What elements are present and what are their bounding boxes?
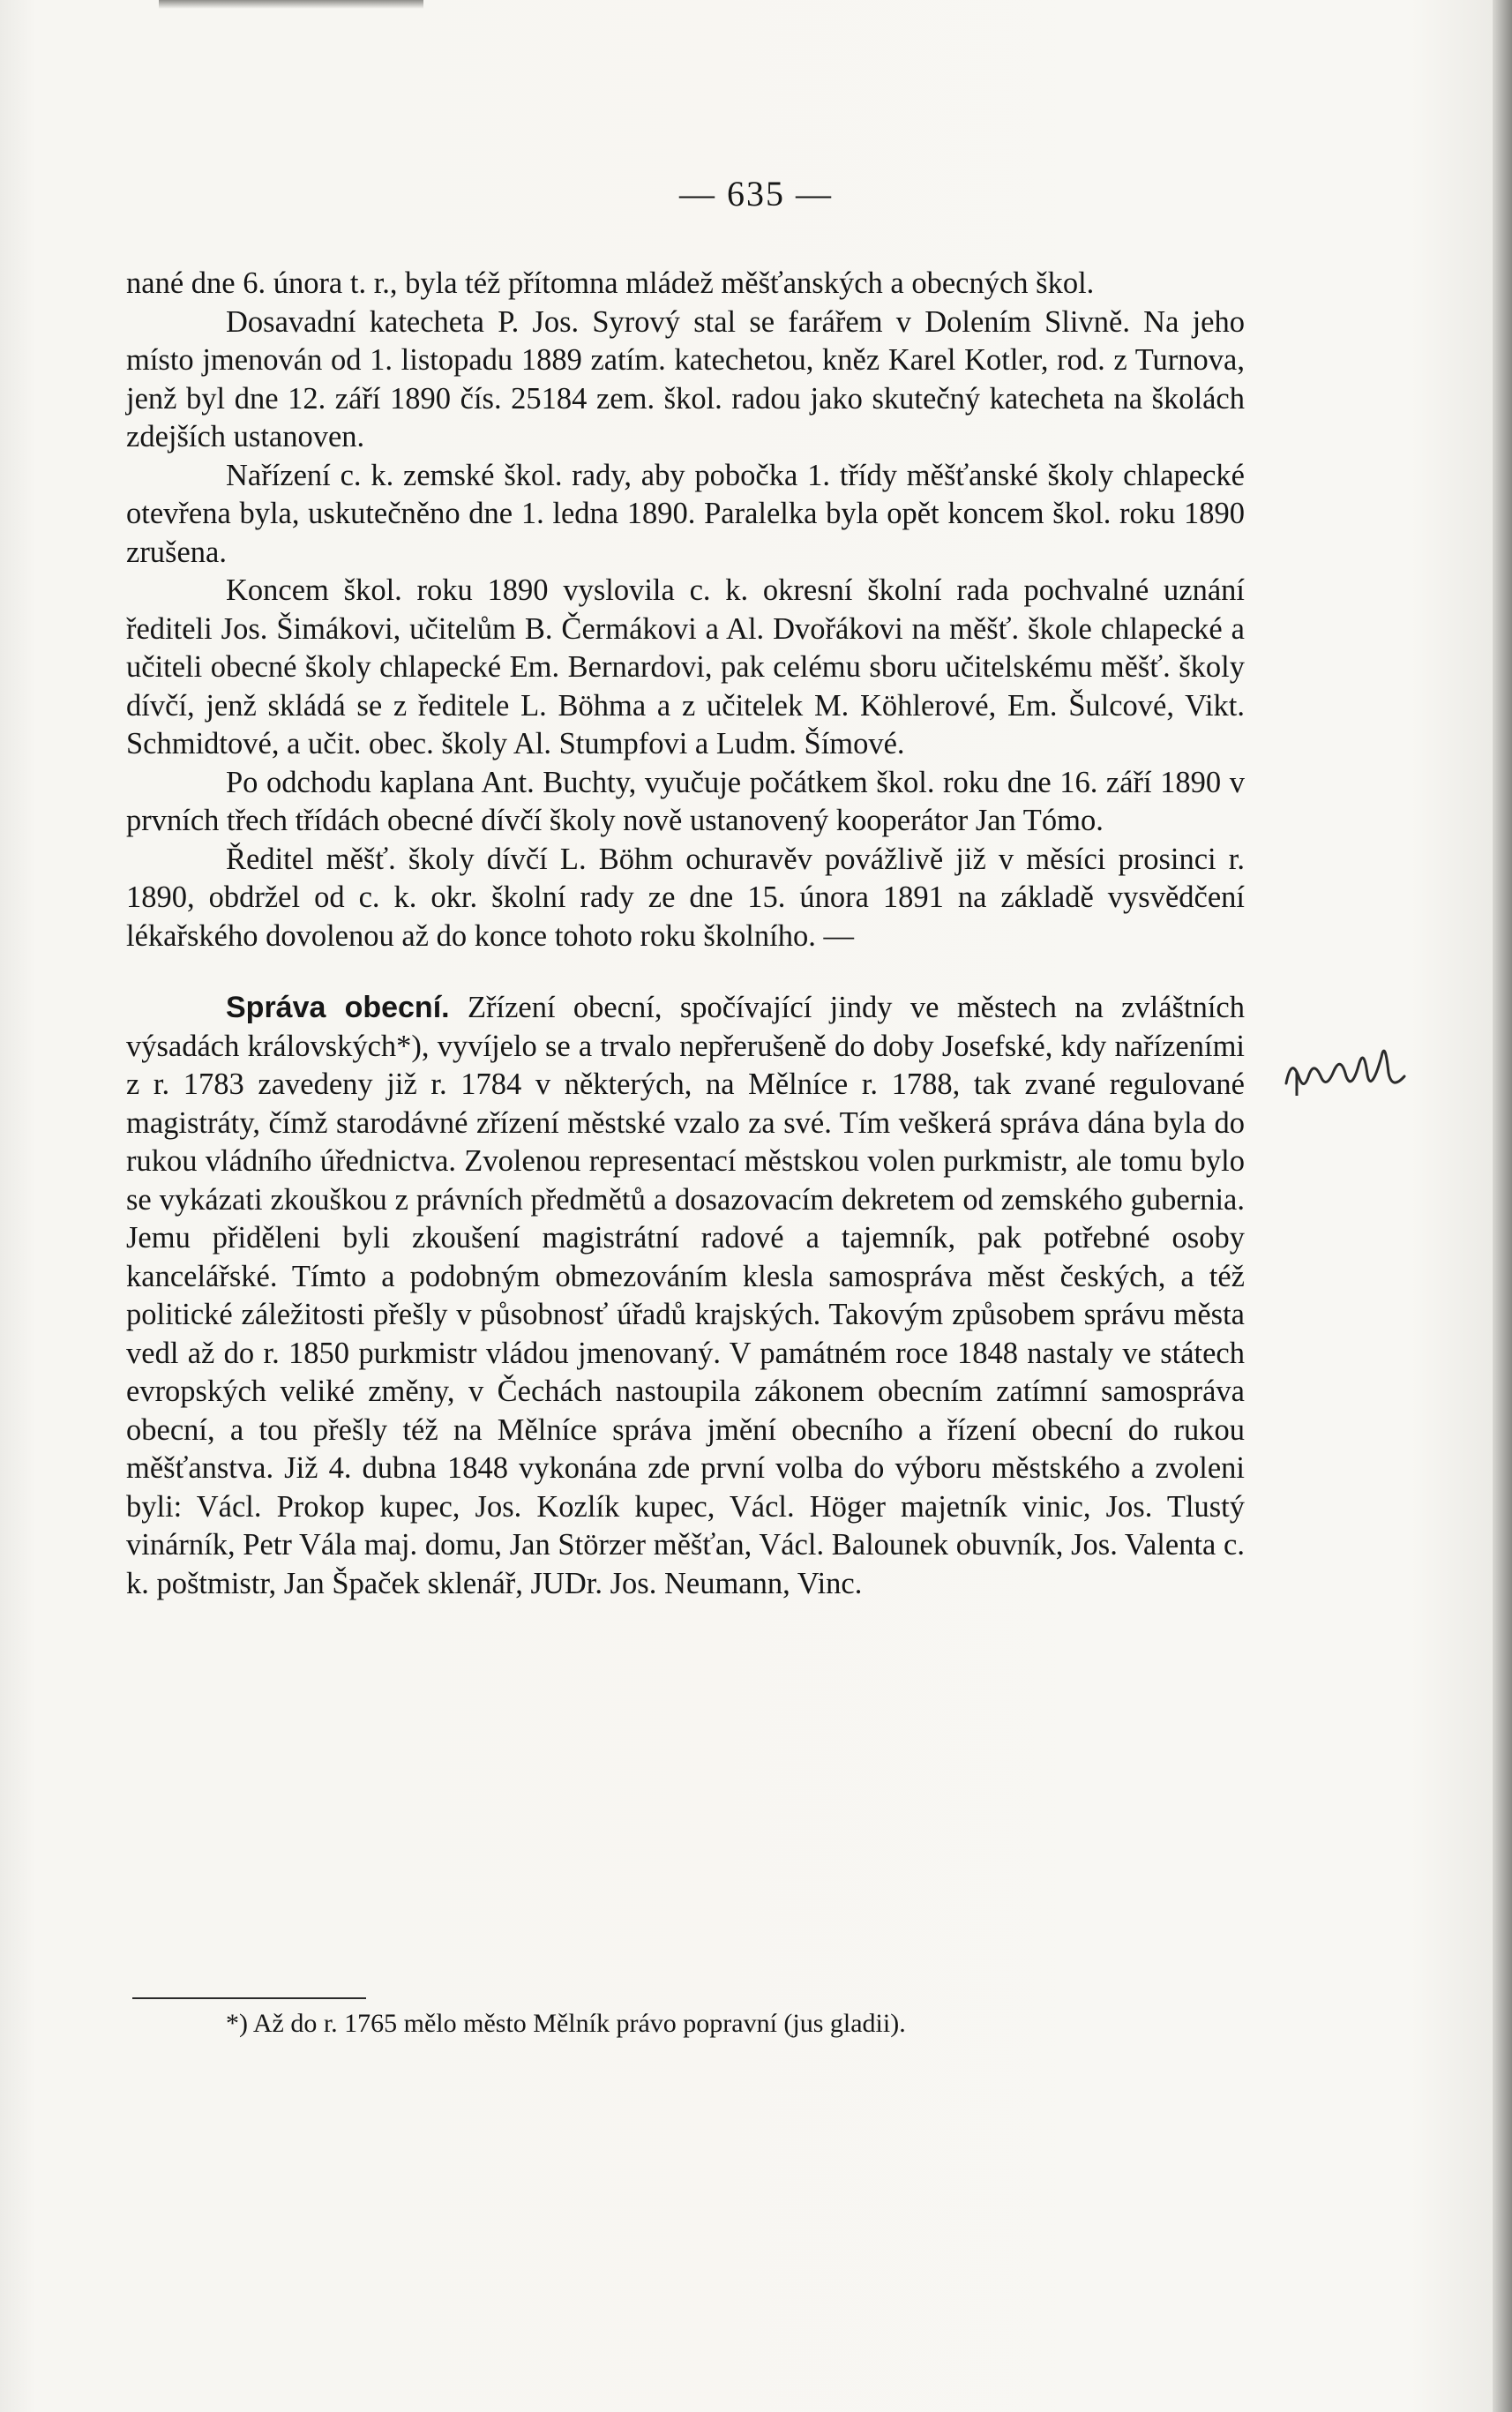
paragraph-2: Dosavadní katecheta P. Jos. Syrový stal se farářem v Dolením Slivně. Na jeho místo jmenován od 1. listopadu 1889 zatím. katechetou, kněz Karel Kotler, rod. z Turnova, jenž byl dne 12. září 1890 čís. 25184 zem. škol. radou jako skutečný katecheta na školách zdejších ustanoven. [126,304,1245,453]
body-text [126,265,1245,1603]
page-edge-shadow [1493,0,1512,2412]
handwritten-margin-note [1279,1022,1411,1119]
section-heading: Správa obecní. [226,991,450,1024]
footnote: *) Až do r. 1765 mělo město Mělník právo popravní (jus gladii). [226,2009,906,2038]
paragraph-5: Po odchodu kaplana Ant. Buchty, vyučuje počátkem škol. roku dne 16. září 1890 v prvních třech třídách obecné dívčí školy nově ustanovený kooperátor Jan Tómo. [126,765,1245,837]
section-body: Zřízení obecní, spočívající jindy ve městech na zvláštních výsadách královských*), vyvíjelo se a trvalo nepřerušeně do doby Josefské, kdy nařízeními z r. 1783 zavedeny již r. 1784 v některých, na Mělníce r. 1788, tak zvané regulované magistráty, čímž starodávné zřízení městské vzalo za své. Tím veškerá správa dána byla do rukou vládního úřednictva. Zvolenou representací městskou volen purkmistr, ale tomu bylo se vykázati zkouškou z právních předmětů a dosazovacím dekretem od zemského gubernia. Jemu přiděleni byli zkoušení magistrátní radové a tajemník, pak potřebné osoby kancelářské. Tímto a podobným obmezováním klesla samospráva měst českých, a též politické záležitosti přešly v působnosť úřadů krajských. Takovým způsobem správu města vedl až do r. 1850 purkmistr vládou jmenovaný. V památném roce 1848 nastaly ve státech evropských veliké změny, v Čechách nastoupila zákonem obecním zatímní samospráva obecní, a tou přešly též na Mělníce správa jmění obecního a řízení obecní do rukou měšťanstva. Již 4. dubna 1848 vykonána zde první volba do výboru městského a zvoleni byli: Václ. Prokop kupec, Jos. Kozlík kupec, Václ. Höger majetník vinic, Jos. Tlustý vinárník, Petr Vála maj. domu, Jan Störzer měšťan, Václ. Balounek obuvník, Jos. Valenta c. k. poštmistr, Jan Špaček sklenář, JUDr. Jos. Neumann, Vinc. [126,991,1245,1600]
paragraph-4: Koncem škol. roku 1890 vyslovila c. k. okresní školní rada pochvalné uznání řediteli Jos. Šimákovi, učitelům B. Čermákovi a Al. Dvořákovi na měšť. škole chlapecké a učiteli obecné školy chlapecké Em. Bernardovi, pak celému sboru učitelskému měšť. školy dívčí, jenž skládá se z ředitele L. Böhma a z učitelek M. Köhlerové, Em. Šulcové, Vikt. Schmidtové, a učit. obec. školy Al. Stumpfovi a Ludm. Šímové. [126,573,1245,760]
paragraph-1: nané dne 6. února t. r., byla též přítomna mládež měšťanských a obecných škol. [126,266,1095,300]
section-paragraph [126,989,1245,1603]
paragraph-6: Ředitel měšť. školy dívčí L. Böhm ochuravěv povážlivě již v měsíci prosinci r. 1890, obdržel od c. k. okr. školní rady ze dne 15. února 1891 na základě vysvědčení lékařského dovolenou až do konce tohoto roku školního. — [126,842,1245,953]
footnote-rule [132,1997,366,1999]
page-top-smudge [159,0,423,9]
paragraph-3: Nařízení c. k. zemské škol. rady, aby pobočka 1. třídy měšťanské školy chlapecké otevřena byla, uskutečněno dne 1. ledna 1890. Paralelka byla opět koncem škol. roku 1890 zrušena. [126,458,1245,569]
page-number: — 635 — [679,174,833,213]
